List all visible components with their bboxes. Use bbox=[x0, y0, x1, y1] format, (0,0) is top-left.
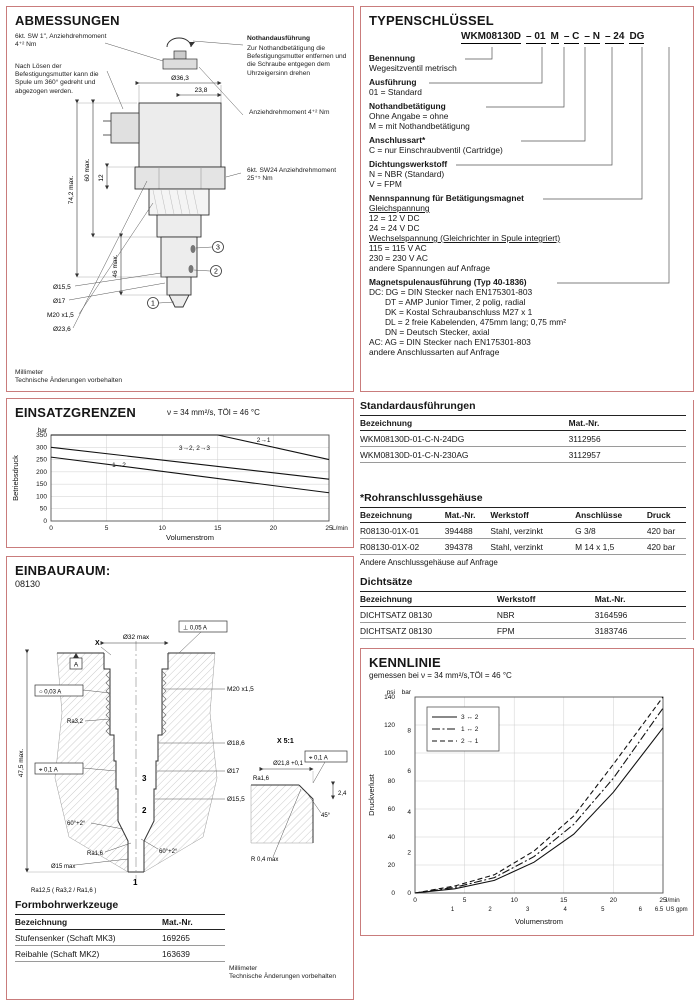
formbohrwerkzeuge-table bbox=[15, 914, 225, 962]
note-spule: Nach Lösen der Befestigungsmutter kann die Spule um 360° gedreht und abgezogen werden. bbox=[15, 63, 99, 95]
note-nothand: Zur Nothandbetätigung die Befestigungsmutter entfernen und die Schraube entgegen dem Uhrzeigersinn drehen bbox=[247, 45, 347, 77]
table-row bbox=[360, 431, 686, 447]
dim-d32: Ø32 max bbox=[122, 634, 150, 641]
column-header: Bezeichnung bbox=[360, 416, 569, 431]
cell-werkstoff: FPM bbox=[497, 623, 595, 639]
solenoid-coil bbox=[139, 103, 221, 167]
type-key-group-magnetspule: Magnetspulenausführung (Typ 40-1836) DC: DG = DIN Stecker nach EN175301-803 DT = AMP Junior Timer, 2 polig, radial DK = Kostal Schraubanschluss M27 x 1 DL = 2 freie Kabelenden, 475mm lang; 0,75 mm² DN = Deutsch Stecker, axial AC: AG = DIN Stecker nach EN175301-803 andere Anschlussarten auf Anfrage bbox=[369, 277, 567, 357]
svg-text:10: 10 bbox=[510, 897, 518, 904]
port-3-label: 3 bbox=[216, 244, 220, 252]
table-row bbox=[15, 930, 225, 946]
svg-text:Volumenstrom: Volumenstrom bbox=[515, 917, 563, 926]
dim-d15: Ø15 max bbox=[51, 864, 76, 870]
note-torque-coil: Anziehdrehmoment 4⁺² Nm bbox=[249, 109, 330, 116]
svg-text:200: 200 bbox=[36, 468, 47, 476]
dim-d186: Ø18,6 bbox=[227, 740, 245, 747]
drawing-footer: Millimeter Technische Änderungen vorbehalten bbox=[15, 369, 123, 385]
svg-text:250: 250 bbox=[36, 456, 47, 464]
dim-d155: Ø15,5 bbox=[227, 796, 245, 803]
svg-text:2: 2 bbox=[488, 907, 492, 913]
dim-r04: R 0,4 max bbox=[251, 857, 279, 863]
svg-text:4: 4 bbox=[407, 808, 411, 816]
svg-text:300: 300 bbox=[36, 444, 47, 452]
roughness-note: Ra12,5 ( Ra3,2 / Ra1,6 ) bbox=[31, 888, 97, 894]
svg-text:20: 20 bbox=[609, 897, 618, 904]
dim-d238: 23,8 bbox=[194, 87, 208, 94]
svg-text:5: 5 bbox=[462, 897, 467, 904]
svg-text:1: 1 bbox=[450, 907, 455, 913]
type-code-part: M bbox=[550, 31, 559, 42]
dim-d17: Ø17 bbox=[53, 298, 66, 305]
detail-tolerance-position: ⌖ 0,1 A bbox=[309, 755, 328, 762]
standardausfuehrungen-table bbox=[360, 415, 686, 463]
port-2-hole bbox=[189, 265, 194, 273]
svg-text:0: 0 bbox=[407, 890, 411, 897]
dim-h46: 46 max. bbox=[112, 254, 119, 278]
svg-text:0: 0 bbox=[43, 518, 47, 525]
table-row bbox=[360, 539, 686, 555]
detail-x-marker: X bbox=[95, 640, 100, 647]
dim-d155: Ø15,5 bbox=[53, 284, 71, 291]
table-row bbox=[360, 523, 686, 539]
note-hex-bottom: 6kt. SW24 Anziehdrehmoment 25⁺⁵ Nm bbox=[247, 167, 337, 183]
datum-a: A bbox=[73, 661, 79, 669]
type-key-group-ausfuehrung: Ausführung 01 = Standard bbox=[369, 77, 422, 97]
column-header: Werkstoff bbox=[497, 592, 595, 607]
rohranschlussgehaeuse-table bbox=[360, 507, 686, 555]
type-code-part: WKM08130D bbox=[461, 31, 522, 42]
svg-text:l/min: l/min bbox=[666, 897, 680, 904]
type-key-group-anschlussart: Anschlussart* C = nur Einschraubventil (Cartridge) bbox=[369, 135, 503, 155]
dim-h12: 12 bbox=[98, 174, 105, 182]
port-2-label: 2 bbox=[214, 268, 218, 276]
svg-text:20: 20 bbox=[269, 525, 278, 532]
dim-h742: 74,2 max. bbox=[68, 175, 75, 205]
cell-matnr: 394488 bbox=[445, 523, 491, 539]
svg-text:20: 20 bbox=[387, 862, 395, 869]
dim-d236: Ø23,6 bbox=[53, 326, 71, 333]
cavity-port-3: 3 bbox=[142, 774, 147, 783]
svg-text:3 ↔ 2: 3 ↔ 2 bbox=[461, 714, 479, 721]
dim-h60: 60 max. bbox=[84, 158, 91, 182]
svg-text:10: 10 bbox=[158, 525, 166, 532]
type-code-part: – 01 bbox=[526, 31, 546, 42]
abmessungen-section bbox=[6, 6, 354, 392]
manual-override-arrow-icon bbox=[167, 38, 195, 47]
detail-title: X 5:1 bbox=[277, 738, 294, 745]
cell-bezeichnung: WKM08130D-01-C-N-24DG bbox=[360, 431, 569, 447]
override-screw bbox=[174, 51, 186, 59]
svg-text:25: 25 bbox=[659, 897, 667, 904]
column-header: Druck bbox=[647, 508, 686, 523]
dim-45deg: 45° bbox=[321, 813, 331, 819]
svg-text:bar: bar bbox=[37, 427, 47, 434]
svg-text:80: 80 bbox=[387, 778, 395, 785]
cell-matnr: 163639 bbox=[162, 946, 225, 962]
dim-angle-60b: 60°+2° bbox=[159, 849, 178, 855]
cell-anschluesse: G 3/8 bbox=[575, 523, 647, 539]
table-row bbox=[360, 623, 686, 639]
svg-text:15: 15 bbox=[214, 525, 222, 532]
svg-text:6: 6 bbox=[407, 768, 411, 776]
cell-bezeichnung: R08130-01X-02 bbox=[360, 539, 445, 555]
coil-connector bbox=[111, 113, 139, 143]
port-1-label: 1 bbox=[151, 300, 155, 308]
table-row bbox=[15, 946, 225, 962]
cartridge-nose bbox=[167, 277, 191, 295]
cell-matnr: 394378 bbox=[445, 539, 491, 555]
einsatzgrenzen-conditions: ν = 34 mm²/s, TÖl = 46 °C bbox=[167, 408, 260, 417]
dim-d24: 2,4 bbox=[338, 791, 347, 797]
svg-text:5: 5 bbox=[104, 525, 109, 532]
svg-text:8: 8 bbox=[407, 727, 411, 735]
cartridge-stem bbox=[157, 215, 201, 237]
type-code-part: DG bbox=[629, 31, 645, 42]
hex-body bbox=[135, 167, 225, 189]
note-hex-top: 6kt. SW 1", Anziehdrehmoment 4⁺² Nm bbox=[15, 33, 107, 49]
table-title-formbohrwerkzeuge: Formbohrwerkzeuge bbox=[15, 899, 119, 911]
svg-text:2 → 1: 2 → 1 bbox=[461, 738, 479, 745]
column-header: Bezeichnung bbox=[360, 508, 445, 523]
note-nothand-title: Nothandausführung bbox=[247, 35, 310, 42]
roughness-ra32: Ra3,2 bbox=[67, 719, 84, 725]
cell-bezeichnung: Stufensenker (Schaft MK3) bbox=[15, 930, 162, 946]
column-header: Mat.-Nr. bbox=[569, 416, 686, 431]
cavity-port-2: 2 bbox=[142, 806, 147, 815]
svg-text:350: 350 bbox=[36, 432, 47, 439]
type-key-group-benennung: Benennung Wegesitzventil metrisch bbox=[369, 53, 457, 73]
svg-text:40: 40 bbox=[387, 834, 395, 841]
svg-text:Betriebsdruck: Betriebsdruck bbox=[11, 455, 20, 501]
svg-text:5: 5 bbox=[601, 907, 605, 913]
svg-text:0: 0 bbox=[49, 525, 53, 532]
type-key-groups bbox=[369, 53, 687, 361]
svg-text:0: 0 bbox=[413, 897, 417, 904]
dim-d218: Ø21,8 +0,1 bbox=[273, 761, 303, 767]
svg-text:3→2, 2→3: 3→2, 2→3 bbox=[178, 445, 210, 453]
type-code-part: – 24 bbox=[604, 31, 625, 42]
svg-text:1 ↔ 2: 1 ↔ 2 bbox=[461, 726, 479, 733]
roughness-ra16: Ra1,6 bbox=[87, 851, 104, 857]
kennlinie-chart bbox=[367, 689, 689, 927]
dim-angle-60a: 60°+2° bbox=[67, 821, 86, 827]
section-title-einsatzgrenzen: EINSATZGRENZEN bbox=[15, 405, 137, 420]
kennlinie-conditions: gemessen bei ν = 34 mm²/s,TÖl = 46 °C bbox=[369, 671, 512, 680]
dichtsaetze-section bbox=[360, 576, 686, 639]
svg-text:psi: psi bbox=[386, 689, 395, 696]
svg-text:140: 140 bbox=[384, 694, 395, 701]
svg-text:Druckverlust: Druckverlust bbox=[367, 774, 376, 816]
svg-text:2: 2 bbox=[407, 849, 411, 857]
thread-m20 bbox=[149, 189, 209, 215]
cell-werkstoff: Stahl, verzinkt bbox=[490, 539, 575, 555]
einbauraum-type-number: 08130 bbox=[15, 579, 41, 589]
column-header: Bezeichnung bbox=[15, 915, 162, 930]
svg-text:Volumenstrom: Volumenstrom bbox=[166, 533, 214, 542]
svg-text:6: 6 bbox=[638, 907, 642, 913]
dim-d17: Ø17 bbox=[227, 768, 240, 775]
tolerance-position: ⌖ 0,1 A bbox=[39, 767, 58, 774]
dim-m20: M20 x1,5 bbox=[47, 312, 74, 319]
column-header: Anschlüsse bbox=[575, 508, 647, 523]
cell-druck: 420 bar bbox=[647, 523, 686, 539]
rohranschluss-note: Andere Anschlussgehäuse auf Anfrage bbox=[360, 558, 498, 567]
drawing-footer: Millimeter Technische Änderungen vorbehalten bbox=[229, 965, 337, 981]
cell-matnr: 169265 bbox=[162, 930, 225, 946]
cell-bezeichnung: Reibahle (Schaft MK2) bbox=[15, 946, 162, 962]
svg-text:100: 100 bbox=[384, 750, 395, 757]
type-key-group-nothand: Nothandbetätigung Ohne Angabe = ohne M = mit Nothandbetätigung bbox=[369, 101, 470, 131]
column-header: Bezeichnung bbox=[360, 592, 497, 607]
cell-werkstoff: Stahl, verzinkt bbox=[490, 523, 575, 539]
cell-bezeichnung: DICHTSATZ 08130 bbox=[360, 607, 497, 623]
table-title-rohranschlussgehaeuse: *Rohranschlussgehäuse bbox=[360, 492, 483, 504]
cavity-port-1: 1 bbox=[133, 878, 138, 887]
type-code-part: – C bbox=[563, 31, 580, 42]
port-3-hole bbox=[191, 245, 196, 253]
type-code-part: – N bbox=[584, 31, 600, 42]
svg-text:4: 4 bbox=[563, 907, 567, 913]
cell-bezeichnung: R08130-01X-01 bbox=[360, 523, 445, 539]
svg-text:25: 25 bbox=[325, 525, 333, 532]
section-title-kennlinie: KENNLINIE bbox=[369, 655, 441, 670]
table-title-dichtsaetze: Dichtsätze bbox=[360, 576, 413, 588]
tolerance-flatness: ⊥ 0,05 A bbox=[183, 625, 207, 632]
material-wall-right bbox=[144, 653, 217, 872]
einsatzgrenzen-chart bbox=[11, 425, 351, 543]
section-title-einbauraum: EINBAURAUM: bbox=[15, 563, 111, 578]
section-title-typenschluessel: TYPENSCHLÜSSEL bbox=[369, 13, 494, 28]
column-header: Werkstoff bbox=[490, 508, 575, 523]
svg-text:3: 3 bbox=[526, 907, 530, 913]
dim-m20: M20 x1,5 bbox=[227, 686, 254, 693]
svg-text:bar: bar bbox=[401, 689, 411, 696]
formbohrwerkzeuge-section bbox=[15, 899, 225, 962]
cell-werkstoff: NBR bbox=[497, 607, 595, 623]
einbauraum-section bbox=[6, 556, 354, 1000]
cell-matnr: 3112956 bbox=[569, 431, 686, 447]
dim-depth: 47,5 max. bbox=[18, 748, 25, 778]
svg-text:6.5: 6.5 bbox=[654, 907, 664, 913]
cell-matnr: 3164596 bbox=[595, 607, 686, 623]
svg-text:US gpm: US gpm bbox=[666, 907, 688, 913]
standardausfuehrungen-section bbox=[360, 400, 686, 463]
svg-text:50: 50 bbox=[39, 505, 47, 513]
svg-text:120: 120 bbox=[384, 722, 395, 729]
cell-druck: 420 bar bbox=[647, 539, 686, 555]
svg-text:60: 60 bbox=[387, 806, 395, 813]
typenschluessel-section bbox=[360, 6, 694, 392]
cell-matnr: 3112957 bbox=[569, 447, 686, 463]
cell-bezeichnung: DICHTSATZ 08130 bbox=[360, 623, 497, 639]
column-header: Mat.-Nr. bbox=[595, 592, 686, 607]
dichtsaetze-table bbox=[360, 591, 686, 639]
type-code bbox=[461, 31, 649, 44]
cell-anschluesse: M 14 x 1,5 bbox=[575, 539, 647, 555]
column-header: Mat.-Nr. bbox=[445, 508, 491, 523]
right-tables-column bbox=[360, 400, 694, 640]
svg-text:100: 100 bbox=[36, 493, 47, 501]
rohranschlussgehaeuse-section bbox=[360, 492, 686, 567]
table-row bbox=[360, 607, 686, 623]
kennlinie-section bbox=[360, 648, 694, 936]
type-key-group-nennspannung: Nennspannung für Betätigungsmagnet Gleichspannung 12 = 12 V DC 24 = 24 V DC Wechselspannung (Gleichrichter in Spule integriert) 115 = 115 V AC 230 = 230 V AC andere Spannungen auf Anfrage bbox=[369, 193, 561, 273]
table-row bbox=[360, 447, 686, 463]
dim-d363: Ø36,3 bbox=[171, 75, 189, 82]
svg-text:2→1: 2→1 bbox=[256, 436, 271, 444]
column-header: Mat.-Nr. bbox=[162, 915, 225, 930]
tolerance-roundness: ○ 0,03 A bbox=[39, 689, 62, 696]
svg-text:0: 0 bbox=[391, 890, 395, 897]
einsatzgrenzen-section bbox=[6, 398, 354, 548]
svg-text:150: 150 bbox=[36, 481, 47, 489]
cavity-drawing bbox=[11, 593, 351, 895]
cell-bezeichnung: WKM08130D-01-C-N-230AG bbox=[360, 447, 569, 463]
fixing-nut bbox=[163, 59, 197, 69]
detail-roughness: Ra1,6 bbox=[253, 776, 270, 782]
svg-text:15: 15 bbox=[560, 897, 568, 904]
type-key-group-dichtung: Dichtungswerkstoff N = NBR (Standard) V = FPM bbox=[369, 159, 448, 189]
cell-matnr: 3183746 bbox=[595, 623, 686, 639]
table-title-standardausfuehrungen: Standardausführungen bbox=[360, 400, 476, 412]
svg-text:L/min: L/min bbox=[332, 525, 348, 532]
section-title-abmessungen: ABMESSUNGEN bbox=[15, 13, 120, 28]
svg-text:1→2: 1→2 bbox=[112, 461, 126, 469]
